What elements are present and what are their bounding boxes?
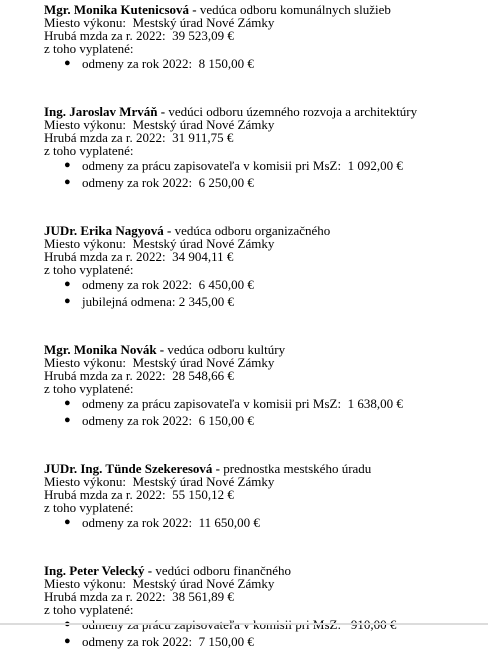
employee-name: Ing. Jaroslav Mrváň - — [44, 104, 166, 119]
record-spacer — [44, 72, 484, 105]
location-value: Mestský úrad Nové Zámky — [132, 576, 275, 591]
salary-value: 34 904,11 € — [172, 249, 234, 264]
bullet-icon: ● — [64, 278, 71, 290]
salary-label: Hrubá mzda za r. 2022: — [44, 589, 166, 604]
location-value: Mestský úrad Nové Zámky — [132, 355, 275, 370]
salary-value: 28 548,66 € — [172, 368, 234, 383]
location-label: Miesto výkonu: — [44, 236, 126, 251]
salary-value: 31 911,75 € — [172, 130, 234, 145]
bonus-list — [44, 616, 484, 650]
location-value: Mestský úrad Nové Zámky — [132, 15, 275, 30]
list-item-text: odmeny za rok 2022: 7 150,00 € — [82, 634, 254, 649]
salary-label: Hrubá mzda za r. 2022: — [44, 249, 166, 264]
employee-record — [44, 105, 484, 191]
list-item — [44, 157, 484, 174]
paid-label: z toho vyplatené: — [44, 381, 134, 396]
employee-role: vedúci odboru finančného — [152, 563, 292, 578]
employee-record — [44, 462, 484, 531]
list-item-text: odmeny za rok 2022: 11 650,00 € — [82, 515, 260, 530]
paid-label: z toho vyplatené: — [44, 602, 134, 617]
list-item — [44, 412, 484, 429]
list-item — [44, 174, 484, 191]
bonus-list — [44, 55, 484, 72]
paid-label: z toho vyplatené: — [44, 500, 134, 515]
record-spacer — [44, 429, 484, 462]
salary-label: Hrubá mzda za r. 2022: — [44, 130, 166, 145]
employee-role: vedúca odboru organizačného — [171, 223, 331, 238]
list-item-text: odmeny za rok 2022: 6 150,00 € — [82, 413, 254, 428]
list-item — [44, 293, 484, 310]
employee-name: Mgr. Monika Kutenicsová - — [44, 2, 197, 17]
salary-value: 55 150,12 € — [172, 487, 234, 502]
list-item-text: odmeny za prácu zapisovateľa v komisii pri MsZ: 1 092,00 € — [82, 158, 403, 173]
record-spacer — [44, 310, 484, 343]
employee-role: vedúca odboru komunálnych služieb — [196, 2, 391, 17]
list-item — [44, 395, 484, 412]
bullet-icon: ● — [64, 57, 71, 69]
salary-label: Hrubá mzda za r. 2022: — [44, 28, 166, 43]
bonus-list — [44, 276, 484, 310]
bullet-icon: ● — [64, 414, 71, 426]
bullet-icon: ● — [64, 635, 71, 647]
employee-name: Mgr. Monika Novák - — [44, 342, 165, 357]
record-spacer — [44, 531, 484, 564]
salary-label: Hrubá mzda za r. 2022: — [44, 487, 166, 502]
bullet-icon: ● — [64, 159, 71, 171]
salary-value: 39 523,09 € — [172, 28, 234, 43]
record-spacer — [44, 191, 484, 224]
location-label: Miesto výkonu: — [44, 576, 126, 591]
list-item-text: odmeny za rok 2022: 6 250,00 € — [82, 175, 254, 190]
employee-role: vedúci odboru územného rozvoja a architektúry — [165, 104, 418, 119]
location-value: Mestský úrad Nové Zámky — [132, 474, 275, 489]
list-item-text: odmeny za rok 2022: 8 150,00 € — [82, 56, 254, 71]
salary-label: Hrubá mzda za r. 2022: — [44, 368, 166, 383]
employee-record — [44, 3, 484, 72]
bullet-icon: ● — [64, 397, 71, 409]
bullet-icon: ● — [64, 516, 71, 528]
employee-name: Ing. Peter Velecký - — [44, 563, 153, 578]
list-item — [44, 633, 484, 650]
salary-value: 38 561,89 € — [172, 589, 234, 604]
list-item-text: jubilejná odmena: 2 345,00 € — [82, 294, 235, 309]
employee-role: prednostka mestského úradu — [220, 461, 372, 476]
list-item-text: odmeny za rok 2022: 6 450,00 € — [82, 277, 254, 292]
list-item — [44, 276, 484, 293]
bullet-icon: ● — [64, 295, 71, 307]
employee-record — [44, 343, 484, 429]
list-item-text: odmeny za prácu zapisovateľa v komisii pri MsZ: 1 638,00 € — [82, 396, 403, 411]
bullet-icon: ● — [64, 176, 71, 188]
list-item — [44, 55, 484, 72]
location-label: Miesto výkonu: — [44, 15, 126, 30]
employee-role: vedúca odboru kultúry — [164, 342, 286, 357]
employee-name: JUDr. Ing. Tünde Szekeresová - — [44, 461, 221, 476]
employee-record — [44, 224, 484, 310]
paid-label: z toho vyplatené: — [44, 262, 134, 277]
list-item — [44, 514, 484, 531]
employee-record — [44, 564, 484, 650]
bonus-list — [44, 395, 484, 429]
paid-label: z toho vyplatené: — [44, 143, 134, 158]
bonus-list — [44, 157, 484, 191]
location-label: Miesto výkonu: — [44, 474, 126, 489]
location-label: Miesto výkonu: — [44, 355, 126, 370]
paid-label: z toho vyplatené: — [44, 41, 134, 56]
location-value: Mestský úrad Nové Zámky — [132, 117, 275, 132]
document-page — [44, 3, 484, 650]
location-label: Miesto výkonu: — [44, 117, 126, 132]
location-value: Mestský úrad Nové Zámky — [132, 236, 275, 251]
bonus-list — [44, 514, 484, 531]
employee-name: JUDr. Erika Nagyová - — [44, 223, 172, 238]
